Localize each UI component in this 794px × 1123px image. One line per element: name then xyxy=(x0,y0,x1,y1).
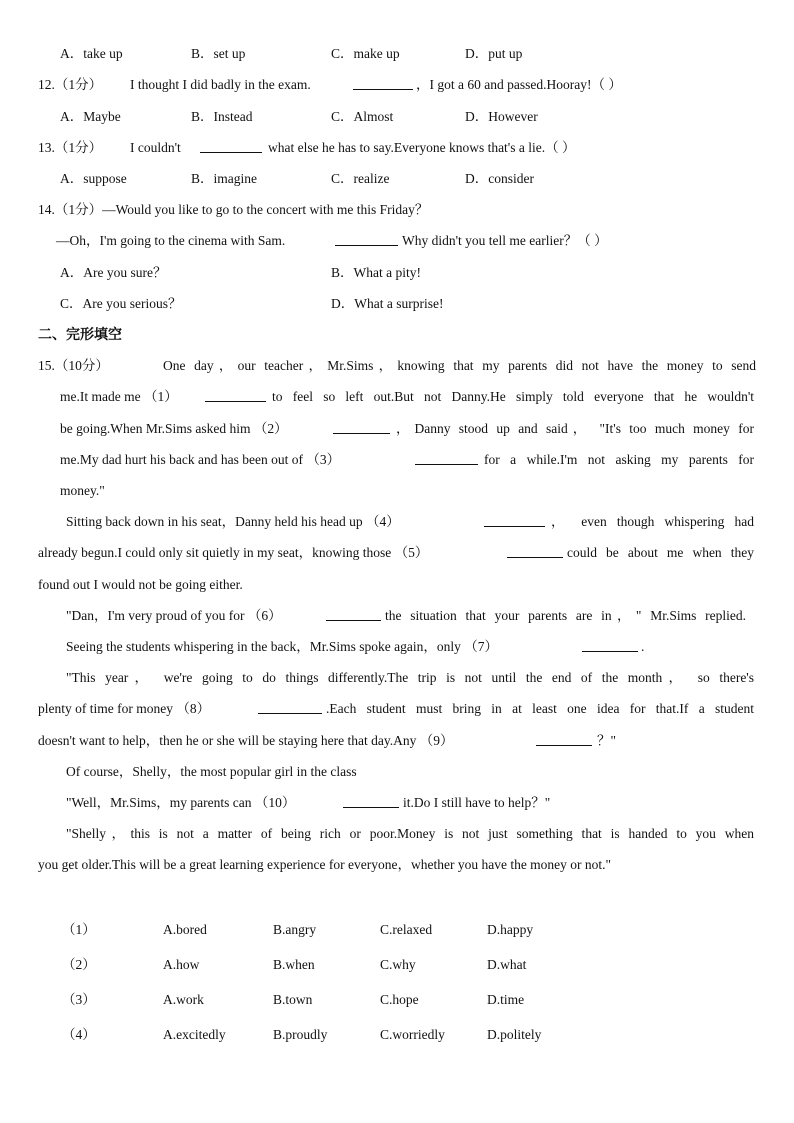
q14-option-c[interactable]: C．Are you serious？ xyxy=(60,296,182,311)
choice-option-b[interactable]: B.town xyxy=(273,992,313,1007)
choice-number: （3） xyxy=(62,992,96,1007)
q15-p5-line3b: ？" xyxy=(597,733,617,748)
q13-option-c[interactable]: C．realize xyxy=(331,171,390,186)
blank-4[interactable] xyxy=(484,512,545,527)
q12-number: 12.（1分） xyxy=(38,77,103,92)
q15-line-3 xyxy=(0,419,794,439)
q15-p1-line3a: be going.When Mr.Sims asked him （2） xyxy=(60,421,288,436)
q13-text-before: I couldn't xyxy=(130,140,181,155)
choice-option-d[interactable]: D.what xyxy=(487,957,527,972)
q15-line-11 xyxy=(0,668,794,688)
q14-line1: 14.（1分）—Would you like to go to the concert with me this Friday？ xyxy=(38,202,429,217)
choice-option-c[interactable]: C.worriedly xyxy=(380,1027,445,1042)
choice-option-d[interactable]: D.politely xyxy=(487,1027,542,1042)
q13-option-a[interactable]: A．suppose xyxy=(60,171,127,186)
q14-stem xyxy=(0,200,794,220)
q12-option-d[interactable]: D．However xyxy=(465,109,538,124)
q13-text-after: what else he has to say.Everyone knows that's a lie.（ ） xyxy=(268,140,576,155)
q15-line-14 xyxy=(0,762,794,782)
blank-9[interactable] xyxy=(536,731,592,746)
q15-line-4 xyxy=(0,450,794,470)
choice-number: （1） xyxy=(62,922,96,937)
blank-5[interactable] xyxy=(507,543,563,558)
q15-line-10 xyxy=(0,637,794,657)
q15-line-15 xyxy=(0,793,794,813)
q15-p1-line4b: for a while.I'm not asking my parents for xyxy=(484,452,754,467)
q15-p1-line2a: me.It made me （1） xyxy=(60,389,178,404)
q15-p7a: "Well，Mr.Sims，my parents can （10） xyxy=(66,795,296,810)
q13-stem xyxy=(0,138,794,158)
choice-row-4 xyxy=(0,1025,794,1045)
q11-option-d[interactable]: D．put up xyxy=(465,46,523,61)
q12-option-b[interactable]: B．Instead xyxy=(191,109,253,124)
blank-10[interactable] xyxy=(343,793,399,808)
q14-options-row1 xyxy=(0,263,794,283)
q11-option-c[interactable]: C．make up xyxy=(331,46,400,61)
q15-line-13 xyxy=(0,731,794,751)
choice-row-3 xyxy=(0,990,794,1010)
q15-p2-line1b: ， even though whispering had xyxy=(551,514,754,529)
q15-p2-line1a: Sitting back down in his seat，Danny held his head up （4） xyxy=(66,514,400,529)
q14-line2-before: —Oh，I'm going to the cinema with Sam. xyxy=(56,233,286,248)
q15-p1-line1: One day，our teacher，Mr.Sims，knowing that my parents did not have the money to send xyxy=(163,358,756,373)
q12-text-after: ，I got a 60 and passed.Hooray!（ ） xyxy=(416,77,622,92)
blank-8[interactable] xyxy=(258,699,322,714)
choice-option-a[interactable]: A.how xyxy=(163,957,200,972)
q12-text-before: I thought I did badly in the exam. xyxy=(130,77,311,92)
q15-p5-line2a: plenty of time for money （8） xyxy=(38,701,211,716)
q15-p2-line2a: already begun.I could only sit quietly in my seat，knowing those （5） xyxy=(38,545,429,560)
q15-p3b: the situation that your parents are in，" Mr.Sims replied. xyxy=(385,608,746,623)
q11-option-a[interactable]: A．take up xyxy=(60,46,123,61)
blank-6[interactable] xyxy=(326,606,381,621)
choice-option-a[interactable]: A.excitedly xyxy=(163,1027,226,1042)
q14-reply xyxy=(0,231,794,251)
q13-options xyxy=(0,169,794,189)
q15-line-17 xyxy=(0,855,794,875)
q15-p3a: "Dan，I'm very proud of you for （6） xyxy=(66,608,282,623)
q15-p2-line3: found out I would not be going either. xyxy=(38,577,243,592)
q15-p5-line3a: doesn't want to help，then he or she will be staying here that day.Any （9） xyxy=(38,733,454,748)
choice-row-2 xyxy=(0,955,794,975)
q13-number: 13.（1分） xyxy=(38,140,103,155)
q15-line-7 xyxy=(0,543,794,563)
q15-p8-line2: you get older.This will be a great learning experience for everyone，whether you have the money or not." xyxy=(38,857,612,872)
section2-title: 二、完形填空 xyxy=(38,327,122,343)
choice-option-c[interactable]: C.relaxed xyxy=(380,922,433,937)
q15-p4a: Seeing the students whispering in the back，Mr.Sims spoke again，only （7） xyxy=(66,639,498,654)
q14-line2-after: Why didn't you tell me earlier？（ ） xyxy=(402,233,608,248)
q13-option-d[interactable]: D．consider xyxy=(465,171,534,186)
q12-options xyxy=(0,107,794,127)
q15-line-5 xyxy=(0,481,794,501)
q15-p1-line4a: me.My dad hurt his back and has been out of （3） xyxy=(60,452,341,467)
q15-p5-line2b: .Each student must bring in at least one idea for that.If a student xyxy=(326,701,754,716)
choice-option-b[interactable]: B.when xyxy=(273,957,315,972)
q15-p1-line3b: ，Danny stood up and said， "It's too much money for xyxy=(396,421,754,436)
choice-option-d[interactable]: D.time xyxy=(487,992,525,1007)
q15-line-9 xyxy=(0,606,794,626)
q13-option-b[interactable]: B．imagine xyxy=(191,171,257,186)
q15-line-16 xyxy=(0,824,794,844)
q15-number: 15.（10分） xyxy=(38,358,109,373)
choice-option-c[interactable]: C.why xyxy=(380,957,416,972)
q12-option-a[interactable]: A．Maybe xyxy=(60,109,121,124)
q15-p7b: it.Do I still have to help？" xyxy=(403,795,551,810)
choice-option-d[interactable]: D.happy xyxy=(487,922,534,937)
blank-2[interactable] xyxy=(333,419,390,434)
q14-options-row2 xyxy=(0,294,794,314)
choice-number: （4） xyxy=(62,1027,96,1042)
choice-option-b[interactable]: B.proudly xyxy=(273,1027,328,1042)
q15-p5-line1: "This year， we're going to do things differently.The trip is not until the end of the month， so there's xyxy=(66,670,754,685)
q15-line-1 xyxy=(0,356,794,376)
q14-option-a[interactable]: A．Are you sure？ xyxy=(60,265,167,280)
q12-blank[interactable] xyxy=(353,75,413,90)
q15-p1-line5: money." xyxy=(60,483,105,498)
q15-line-6 xyxy=(0,512,794,532)
q15-p8-line1: "Shelly，this is not a matter of being rich or poor.Money is not just something that is handed to you when xyxy=(66,826,754,841)
q15-line-8 xyxy=(0,575,794,595)
q13-blank[interactable] xyxy=(200,138,262,153)
section-heading xyxy=(0,325,794,345)
q14-blank[interactable] xyxy=(335,231,398,246)
choice-option-b[interactable]: B.angry xyxy=(273,922,317,937)
q12-option-c[interactable]: C．Almost xyxy=(331,109,394,124)
blank-3[interactable] xyxy=(415,450,478,465)
choice-option-c[interactable]: C.hope xyxy=(380,992,419,1007)
q15-p6: Of course，Shelly，the most popular girl in the class xyxy=(66,764,357,779)
q15-p4b: . xyxy=(641,639,645,654)
q12-stem xyxy=(0,75,794,95)
q15-line-12 xyxy=(0,699,794,719)
q15-line-2 xyxy=(0,387,794,407)
blank-7[interactable] xyxy=(582,637,638,652)
choice-option-a[interactable]: A.bored xyxy=(163,922,207,937)
choice-option-a[interactable]: A.work xyxy=(163,992,204,1007)
q15-p1-line2b: to feel so left out.But not Danny.He simply told everyone that he wouldn't xyxy=(272,389,754,404)
q15-p2-line2b: could be about me when they xyxy=(567,545,754,560)
blank-1[interactable] xyxy=(205,387,266,402)
choice-row-1 xyxy=(0,920,794,940)
choice-number: （2） xyxy=(62,957,96,972)
q14-option-b[interactable]: B．What a pity! xyxy=(331,265,421,280)
q11-option-b[interactable]: B．set up xyxy=(191,46,246,61)
q11-options xyxy=(0,44,794,64)
q14-option-d[interactable]: D．What a surprise! xyxy=(331,296,444,311)
